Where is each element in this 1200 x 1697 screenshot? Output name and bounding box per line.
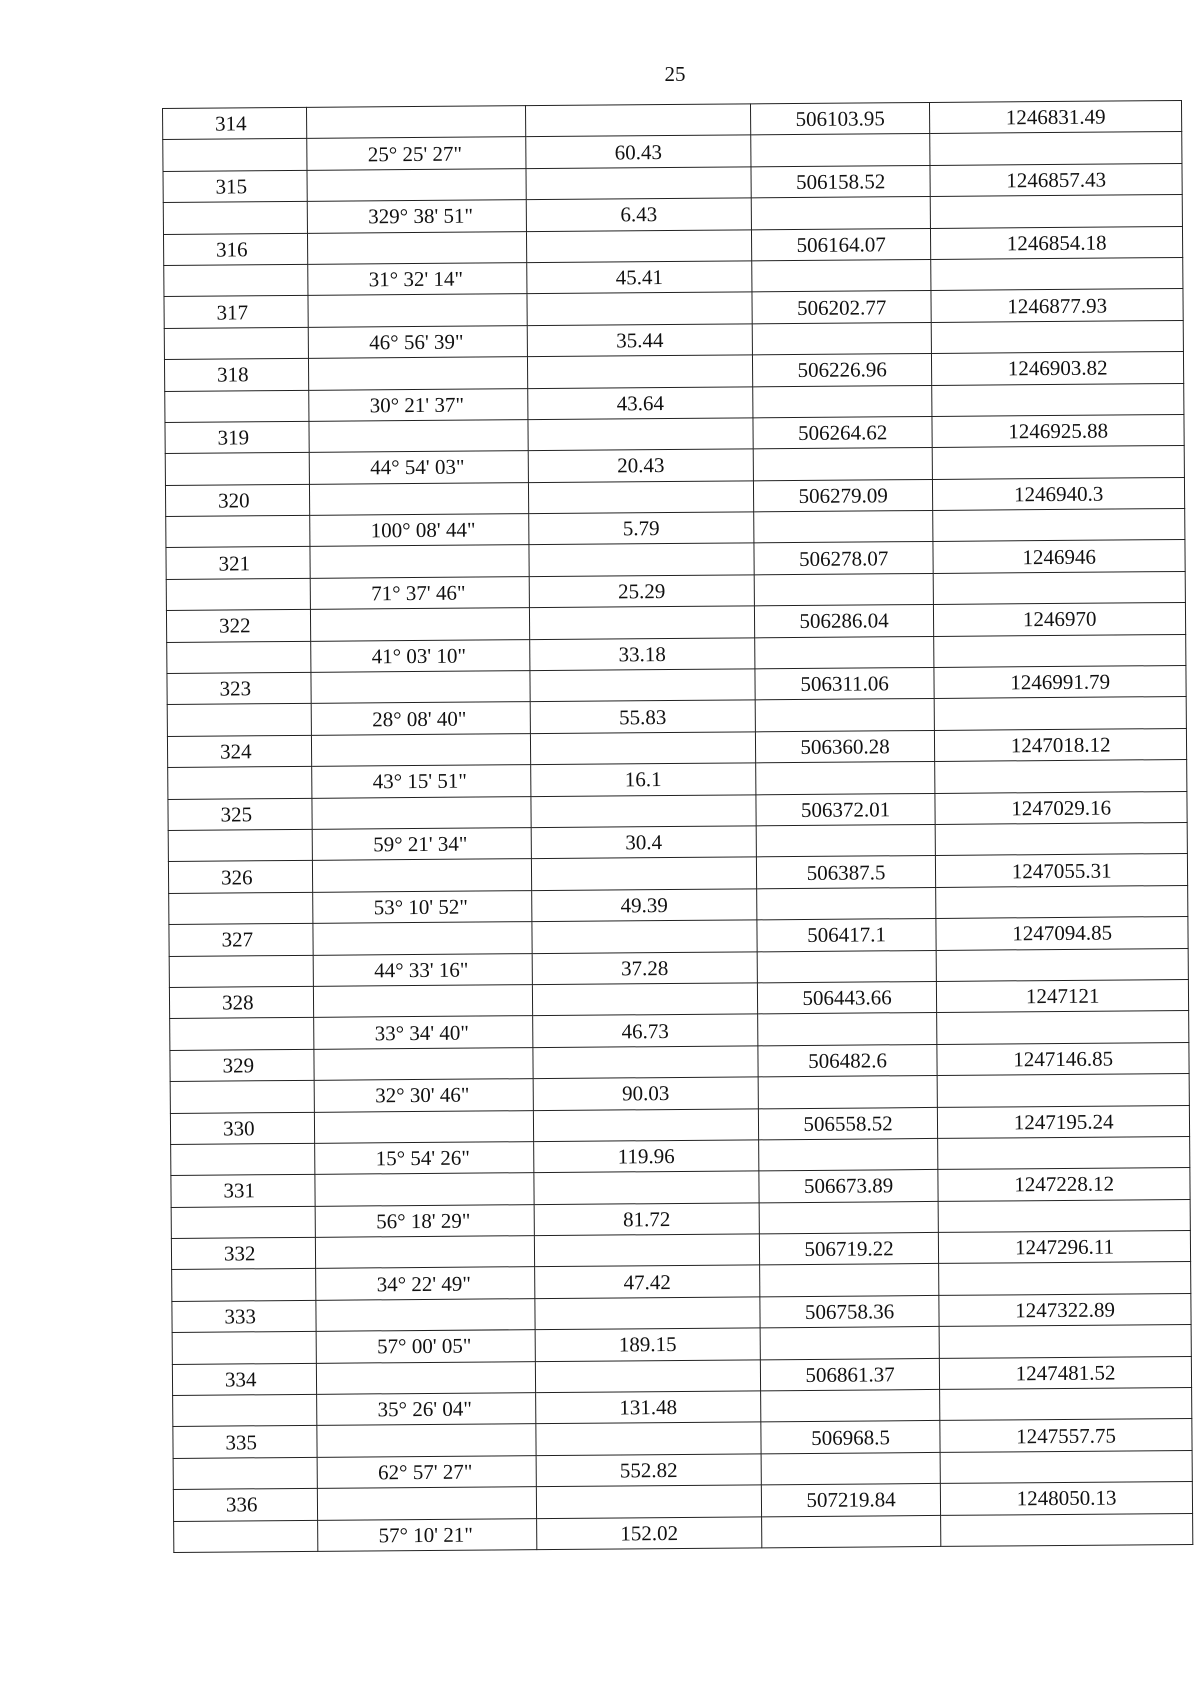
northing-cell: 506758.36 (760, 1295, 940, 1328)
empty-cell (172, 1332, 317, 1365)
empty-cell (933, 509, 1185, 542)
empty-cell (752, 259, 932, 292)
point-id-cell: 335 (173, 1426, 318, 1459)
empty-cell (309, 420, 528, 453)
empty-cell (313, 859, 532, 892)
empty-cell (761, 1515, 941, 1548)
point-id-cell: 328 (169, 986, 314, 1019)
empty-cell (536, 1485, 761, 1518)
distance-cell: 43.64 (528, 386, 753, 419)
empty-cell (165, 390, 310, 423)
empty-cell (534, 1234, 759, 1267)
easting-cell: 1247481.52 (940, 1356, 1192, 1389)
empty-cell (938, 1136, 1190, 1169)
northing-cell: 506279.09 (753, 479, 933, 512)
empty-cell (166, 578, 311, 611)
empty-cell (317, 1424, 536, 1457)
empty-cell (755, 699, 935, 732)
point-id-cell: 319 (165, 421, 310, 454)
empty-cell (940, 1450, 1192, 1483)
empty-cell (760, 1389, 940, 1422)
northing-cell: 506164.07 (751, 228, 931, 261)
point-id-cell: 315 (163, 170, 308, 203)
distance-cell: 90.03 (533, 1077, 758, 1110)
easting-cell: 1247296.11 (939, 1231, 1191, 1264)
point-id-cell: 314 (163, 107, 308, 140)
empty-cell (937, 1074, 1189, 1107)
distance-cell: 5.79 (529, 512, 754, 545)
empty-cell (933, 446, 1185, 479)
easting-cell: 1246946 (933, 540, 1185, 573)
empty-cell (533, 1046, 758, 1079)
empty-cell (313, 922, 532, 955)
empty-cell (316, 1298, 535, 1331)
coordinates-table-wrapper (162, 100, 1194, 1592)
empty-cell (934, 634, 1186, 667)
empty-cell (167, 704, 312, 737)
empty-cell (753, 385, 933, 418)
distance-cell: 6.43 (526, 198, 751, 231)
distance-cell: 45.41 (527, 261, 752, 294)
empty-cell (171, 1206, 316, 1239)
point-id-cell: 332 (171, 1237, 316, 1270)
easting-cell: 1246925.88 (932, 414, 1184, 447)
northing-cell: 507219.84 (761, 1484, 941, 1517)
empty-cell (941, 1513, 1193, 1546)
empty-cell (316, 1236, 535, 1269)
northing-cell: 506443.66 (757, 981, 937, 1014)
easting-cell: 1247322.89 (939, 1293, 1191, 1326)
empty-cell (532, 920, 757, 953)
easting-cell: 1248050.13 (941, 1482, 1193, 1515)
empty-cell (173, 1457, 318, 1490)
page-number: 25 (664, 62, 686, 86)
empty-cell (165, 453, 310, 486)
bearing-cell: 25° 25' 27" (307, 137, 526, 170)
empty-cell (935, 760, 1187, 793)
empty-cell (939, 1262, 1191, 1295)
empty-cell (937, 1011, 1189, 1044)
northing-cell: 506226.96 (752, 354, 932, 387)
northing-cell: 506861.37 (760, 1358, 940, 1391)
distance-cell: 30.4 (531, 826, 756, 859)
distance-cell: 20.43 (528, 449, 753, 482)
distance-cell: 189.15 (535, 1328, 760, 1361)
easting-cell: 1246857.43 (930, 163, 1182, 196)
empty-cell (939, 1325, 1191, 1358)
point-id-cell: 325 (168, 798, 313, 831)
distance-cell: 81.72 (534, 1203, 759, 1236)
empty-cell (533, 1108, 758, 1141)
empty-cell (174, 1520, 319, 1553)
distance-cell: 37.28 (532, 951, 757, 984)
northing-cell: 506103.95 (750, 102, 930, 135)
easting-cell: 1247018.12 (935, 728, 1187, 761)
empty-cell (308, 231, 527, 264)
distance-cell: 46.73 (533, 1014, 758, 1047)
empty-cell (315, 1173, 534, 1206)
empty-cell (931, 257, 1183, 290)
easting-cell: 1246854.18 (931, 226, 1183, 259)
easting-cell: 1247146.85 (937, 1042, 1189, 1075)
empty-cell (307, 106, 526, 139)
point-id-cell: 316 (163, 233, 308, 266)
empty-cell (761, 1452, 941, 1485)
empty-cell (531, 857, 756, 890)
empty-cell (526, 167, 751, 200)
easting-cell: 1247195.24 (938, 1105, 1190, 1138)
distance-cell: 35.44 (527, 324, 752, 357)
northing-cell: 506158.52 (751, 165, 931, 198)
empty-cell (760, 1327, 940, 1360)
bearing-cell: 35° 26' 04" (317, 1393, 536, 1426)
distance-cell: 60.43 (526, 135, 751, 168)
distance-cell: 25.29 (529, 575, 754, 608)
easting-cell: 1246991.79 (934, 666, 1186, 699)
empty-cell (309, 357, 528, 390)
empty-cell (308, 294, 527, 327)
empty-cell (529, 543, 754, 576)
empty-cell (310, 482, 529, 515)
northing-cell: 506202.77 (752, 291, 932, 324)
easting-cell: 1247121 (937, 979, 1189, 1012)
empty-cell (169, 892, 314, 925)
bearing-cell: 33° 34' 40" (314, 1016, 533, 1049)
table-row (174, 1513, 1193, 1552)
northing-cell: 506387.5 (756, 856, 936, 889)
bearing-cell: 329° 38' 51" (308, 200, 527, 233)
bearing-cell: 59° 21' 34" (313, 828, 532, 861)
empty-cell (936, 948, 1188, 981)
empty-cell (169, 955, 314, 988)
bearing-cell: 41° 03' 10" (311, 639, 530, 672)
empty-cell (755, 636, 935, 669)
empty-cell (932, 320, 1184, 353)
empty-cell (757, 1013, 937, 1046)
empty-cell (754, 573, 934, 606)
empty-cell (529, 606, 754, 639)
northing-cell: 506264.62 (753, 416, 933, 449)
empty-cell (526, 104, 751, 137)
empty-cell (935, 822, 1187, 855)
distance-cell: 16.1 (531, 763, 756, 796)
bearing-cell: 32° 30' 46" (315, 1079, 534, 1112)
empty-cell (757, 950, 937, 983)
empty-cell (164, 327, 309, 360)
point-id-cell: 324 (167, 735, 312, 768)
bearing-cell: 44° 33' 16" (314, 953, 533, 986)
northing-cell: 506673.89 (759, 1170, 939, 1203)
point-id-cell: 329 (170, 1049, 315, 1082)
coordinates-table-body (163, 100, 1193, 1552)
empty-cell (167, 641, 312, 674)
empty-cell (168, 829, 313, 862)
bearing-cell: 43° 15' 51" (312, 765, 531, 798)
distance-cell: 131.48 (536, 1391, 761, 1424)
easting-cell: 1246877.93 (931, 289, 1183, 322)
distance-cell: 119.96 (534, 1140, 759, 1173)
coordinates-table (162, 100, 1193, 1553)
empty-cell (315, 1110, 534, 1143)
empty-cell (753, 448, 933, 481)
easting-cell: 1247094.85 (936, 917, 1188, 950)
point-id-cell: 326 (168, 861, 313, 894)
empty-cell (535, 1297, 760, 1330)
empty-cell (530, 669, 755, 702)
empty-cell (318, 1487, 537, 1520)
empty-cell (163, 139, 308, 172)
empty-cell (934, 697, 1186, 730)
point-id-cell: 334 (172, 1363, 317, 1396)
empty-cell (527, 292, 752, 325)
bearing-cell: 56° 18' 29" (316, 1204, 535, 1237)
distance-cell: 55.83 (530, 700, 755, 733)
empty-cell (936, 885, 1188, 918)
bearing-cell: 62° 57' 27" (317, 1455, 536, 1488)
northing-cell: 506719.22 (759, 1232, 939, 1265)
empty-cell (314, 985, 533, 1018)
empty-cell (528, 481, 753, 514)
easting-cell: 1247055.31 (936, 854, 1188, 887)
distance-cell: 47.42 (535, 1265, 760, 1298)
empty-cell (164, 264, 309, 297)
easting-cell: 1246970 (934, 603, 1186, 636)
empty-cell (314, 1047, 533, 1080)
empty-cell (163, 202, 308, 235)
bearing-cell: 53° 10' 52" (313, 890, 532, 923)
easting-cell: 1246903.82 (932, 352, 1184, 385)
empty-cell (166, 515, 311, 548)
bearing-cell: 34° 22' 49" (316, 1267, 535, 1300)
empty-cell (311, 671, 530, 704)
empty-cell (756, 762, 936, 795)
point-id-cell: 317 (164, 296, 309, 329)
empty-cell (531, 794, 756, 827)
empty-cell (932, 383, 1184, 416)
empty-cell (535, 1359, 760, 1392)
distance-cell: 552.82 (536, 1454, 761, 1487)
empty-cell (758, 1138, 938, 1171)
empty-cell (754, 511, 934, 544)
bearing-cell: 57° 00' 05" (317, 1330, 536, 1363)
empty-cell (310, 545, 529, 578)
empty-cell (751, 134, 931, 167)
empty-cell (940, 1387, 1192, 1420)
empty-cell (752, 322, 932, 355)
northing-cell: 506360.28 (755, 730, 935, 763)
empty-cell (172, 1269, 317, 1302)
bearing-cell: 71° 37' 46" (311, 576, 530, 609)
empty-cell (170, 1018, 315, 1051)
empty-cell (756, 824, 936, 857)
point-id-cell: 323 (167, 672, 312, 705)
easting-cell: 1246831.49 (930, 100, 1182, 133)
empty-cell (527, 229, 752, 262)
empty-cell (759, 1201, 939, 1234)
point-id-cell: 322 (166, 610, 311, 643)
point-id-cell: 330 (170, 1112, 315, 1145)
easting-cell: 1246940.3 (933, 477, 1185, 510)
empty-cell (938, 1199, 1190, 1232)
point-id-cell: 320 (165, 484, 310, 517)
bearing-cell: 44° 54' 03" (310, 451, 529, 484)
easting-cell: 1247228.12 (938, 1168, 1190, 1201)
point-id-cell: 331 (171, 1175, 316, 1208)
easting-cell: 1247029.16 (935, 791, 1187, 824)
empty-cell (930, 132, 1182, 165)
point-id-cell: 318 (164, 358, 309, 391)
empty-cell (530, 732, 755, 765)
northing-cell: 506286.04 (754, 605, 934, 638)
northing-cell: 506482.6 (758, 1044, 938, 1077)
northing-cell: 506417.1 (757, 919, 937, 952)
empty-cell (170, 1080, 315, 1113)
northing-cell: 506968.5 (761, 1421, 941, 1454)
bearing-cell: 28° 08' 40" (312, 702, 531, 735)
bearing-cell: 100° 08' 44" (310, 514, 529, 547)
empty-cell (758, 1076, 938, 1109)
empty-cell (312, 733, 531, 766)
empty-cell (173, 1394, 318, 1427)
empty-cell (757, 887, 937, 920)
northing-cell: 506372.01 (756, 793, 936, 826)
point-id-cell: 333 (172, 1300, 317, 1333)
bearing-cell: 46° 56' 39" (309, 325, 528, 358)
empty-cell (527, 355, 752, 388)
empty-cell (307, 168, 526, 201)
northing-cell: 506278.07 (754, 542, 934, 575)
bearing-cell: 57° 10' 21" (318, 1518, 537, 1551)
point-id-cell: 327 (169, 923, 314, 956)
empty-cell (171, 1143, 316, 1176)
easting-cell: 1247557.75 (940, 1419, 1192, 1452)
empty-cell (317, 1361, 536, 1394)
empty-cell (534, 1171, 759, 1204)
empty-cell (931, 195, 1183, 228)
empty-cell (312, 796, 531, 829)
bearing-cell: 31° 32' 14" (308, 263, 527, 296)
point-id-cell: 321 (166, 547, 311, 580)
point-id-cell: 336 (173, 1489, 318, 1522)
empty-cell (311, 608, 530, 641)
bearing-cell: 15° 54' 26" (315, 1142, 534, 1175)
empty-cell (933, 571, 1185, 604)
empty-cell (759, 1264, 939, 1297)
empty-cell (532, 983, 757, 1016)
empty-cell (168, 767, 313, 800)
distance-cell: 33.18 (530, 638, 755, 671)
northing-cell: 506558.52 (758, 1107, 938, 1140)
bearing-cell: 30° 21' 37" (309, 388, 528, 421)
empty-cell (536, 1422, 761, 1455)
empty-cell (751, 197, 931, 230)
empty-cell (528, 418, 753, 451)
distance-cell: 152.02 (537, 1516, 762, 1549)
distance-cell: 49.39 (532, 889, 757, 922)
northing-cell: 506311.06 (755, 667, 935, 700)
